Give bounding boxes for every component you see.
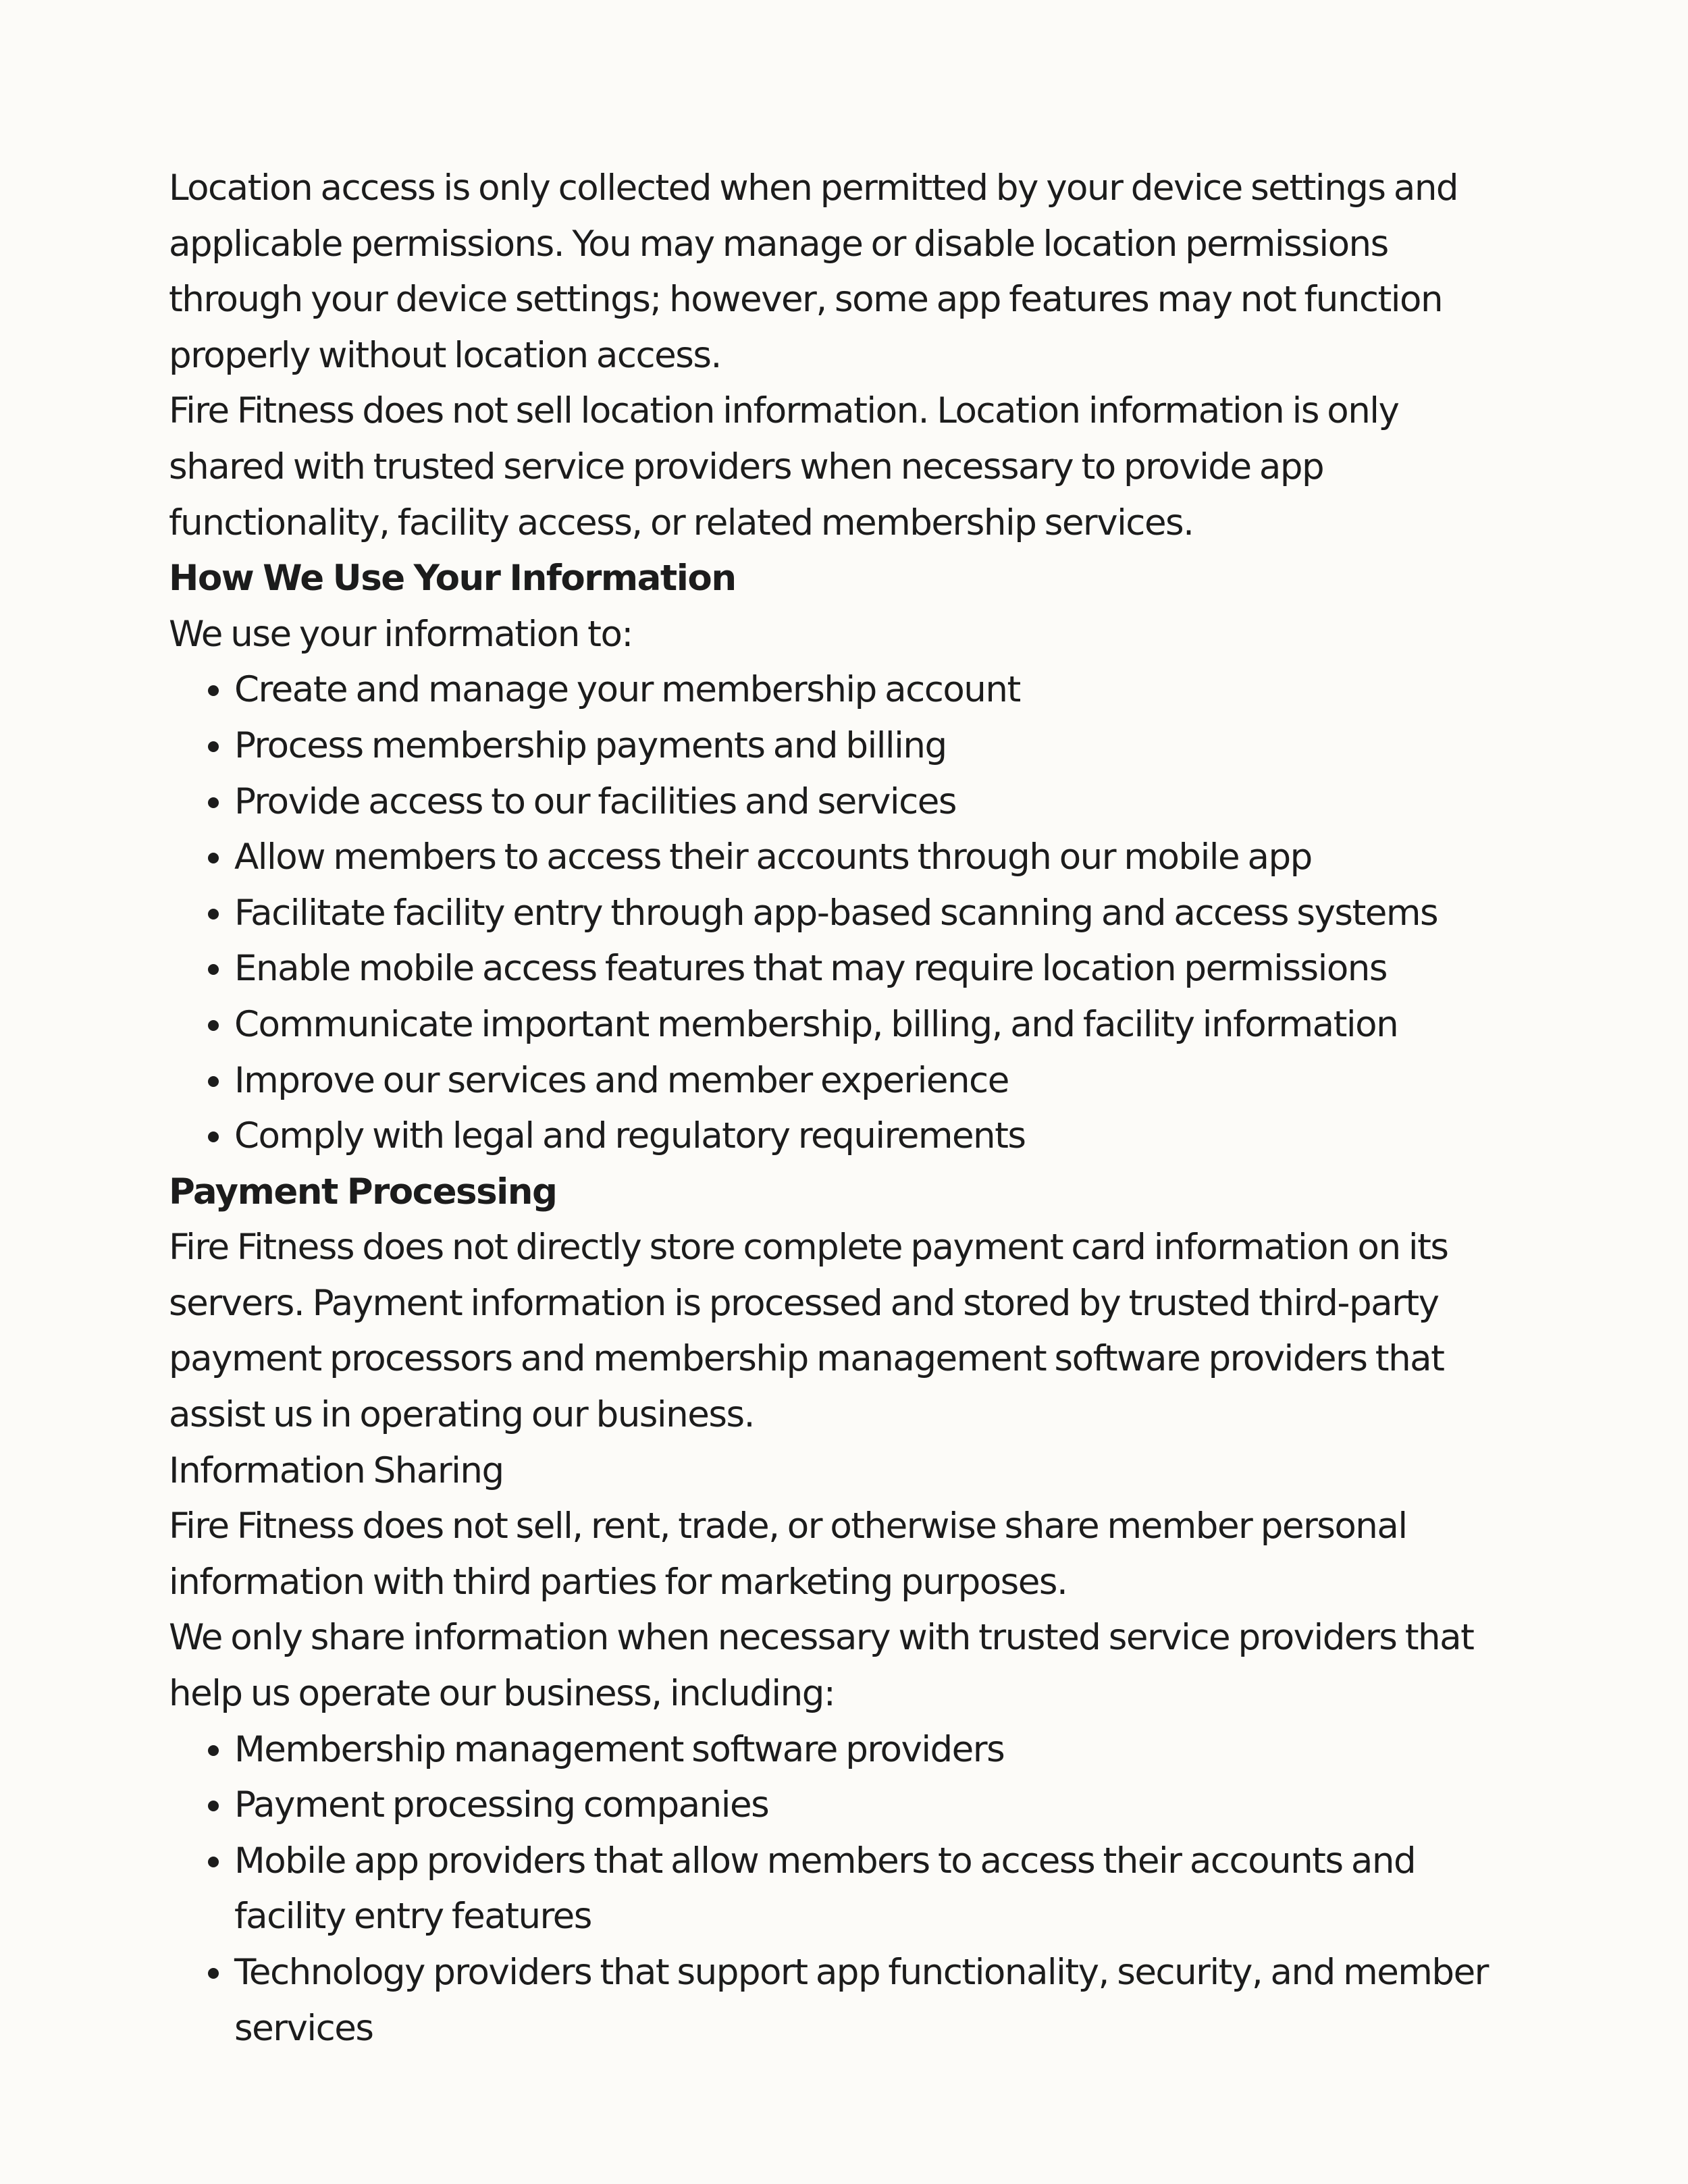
list-item: • Membership management software providers <box>234 1722 1519 1778</box>
list-item: • Facilitate facility entry through app-based scanning and access systems <box>234 886 1519 942</box>
list-item: • Comply with legal and regulatory requirements <box>234 1109 1519 1165</box>
document-page <box>169 161 1519 2056</box>
list-item: • Improve our services and member experience <box>234 1053 1519 1109</box>
payment-processing-heading: Payment Processing <box>169 1171 557 1213</box>
list-item: • Allow members to access their accounts through our mobile app <box>234 830 1519 886</box>
information-sharing-list <box>169 1722 1519 2057</box>
how-we-use-heading: How We Use Your Information <box>169 558 736 600</box>
list-item: • Process membership payments and billing <box>234 718 1519 774</box>
list-item: • Enable mobile access features that may require location permissions <box>234 941 1519 997</box>
how-we-use-list <box>169 662 1519 1164</box>
location-access-paragraph: Location access is only collected when permitted by your device settings and applicable permissions. You may manage or disable location permissions through your device settings; however, some app features may not function properly without location access. <box>169 167 1458 376</box>
list-item: • Provide access to our facilities and services <box>234 774 1519 830</box>
information-sharing-heading: Information Sharing <box>169 1449 504 1491</box>
list-item: • Payment processing companies <box>234 1778 1519 1834</box>
how-we-use-lead: We use your information to: <box>169 613 633 655</box>
payment-processing-paragraph: Fire Fitness does not directly store complete payment card information on its servers. Payment information is processed and stored by trusted third-party payment processors and membership management software providers that assist us in operating our business. <box>169 1227 1448 1436</box>
information-sharing-lead: We only share information when necessary with trusted service providers that help us operate our business, including: <box>169 1617 1474 1715</box>
list-item: • Mobile app providers that allow members to access their accounts and facility entry features <box>234 1834 1519 1945</box>
list-item: • Technology providers that support app functionality, security, and member services <box>234 1945 1519 2056</box>
list-item: • Communicate important membership, billing, and facility information <box>234 997 1519 1053</box>
information-sharing-paragraph: Fire Fitness does not sell, rent, trade, or otherwise share member personal information with third parties for marketing purposes. <box>169 1506 1407 1603</box>
location-sharing-paragraph: Fire Fitness does not sell location information. Location information is only shared with trusted service providers when necessary to provide app functionality, facility access, or related membership services. <box>169 390 1399 543</box>
list-item: • Create and manage your membership account <box>234 662 1519 718</box>
